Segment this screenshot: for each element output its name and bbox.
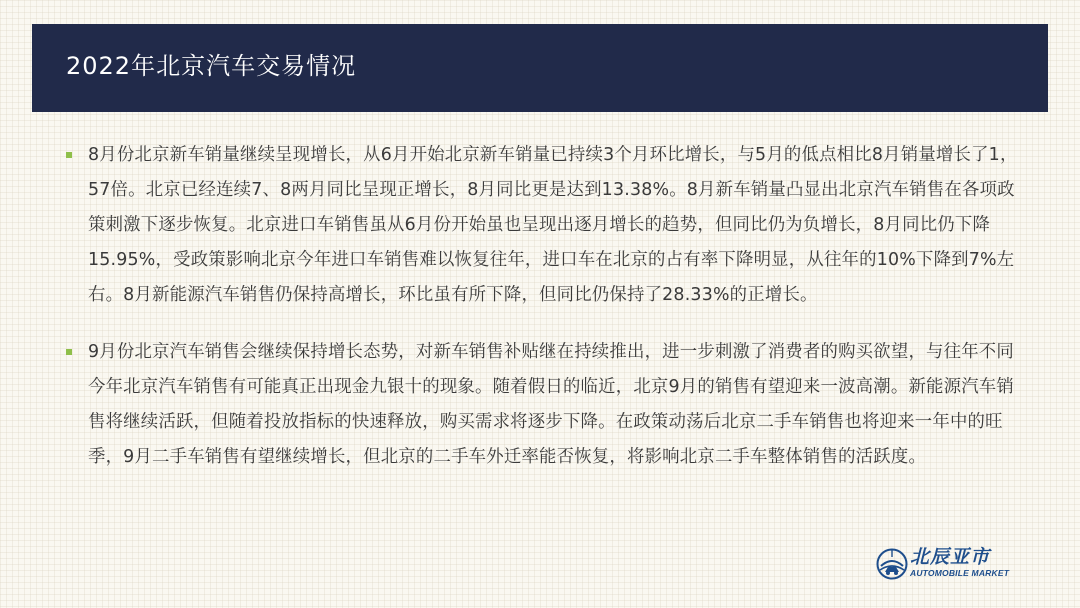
logo-english-name: AUTOMOBILE MARKET: [910, 568, 1010, 578]
bullet-icon: [66, 349, 72, 355]
paragraph-text: 9月份北京汽车销售会继续保持增长态势，对新车销售补贴继在持续推出，进一步刺激了消费者的购买欲望，与往年不同今年北京汽车销售有可能真正出现金九银十的现象。随着假日的临近，北京9月的销售有望迎来一波高潮。新能源汽车销售将继续活跃，但随着投放指标的快速释放，购买需求将逐步下降。在政策动荡后北京二手车销售也将迎来一年中的旺季，9月二手车销售有望继续增长，但北京的二手车外迁率能否恢复，将影响北京二手车整体销售的活跃度。: [88, 342, 1014, 467]
bullet-icon: [66, 152, 72, 158]
title-banner: [32, 24, 1048, 112]
paragraph-text: 8月份北京新车销量继续呈现增长，从6月开始北京新车销量已持续3个月环比增长，与5月的低点相比8月销量增长了1，57倍。北京已经连续7、8两月同比呈现正增长，8月同比更是达到13.38%。8月新车销量凸显出北京汽车销售在各项政策刺激下逐步恢复。北京进口车销售虽从6月份开始虽也呈现出逐月增长的趋势，但同比仍为负增长，8月同比仍下降15.95%，受政策影响北京今年进口车销售难以恢复往年，进口车在北京的占有率下降明显，从往年的10%下降到7%左右。8月新能源汽车销售仍保持高增长，环比虽有所下降，但同比仍保持了28.33%的正增长。: [88, 145, 1018, 305]
globe-car-logo-icon: [876, 548, 908, 580]
logo-chinese-name: 北辰亚市: [910, 546, 991, 568]
paragraph-september: [64, 335, 1024, 475]
brand-logo: [876, 546, 1024, 582]
article-body: [64, 138, 1024, 475]
paragraph-august: [64, 138, 1024, 313]
page-title: 2022年北京汽车交易情况: [66, 52, 357, 80]
